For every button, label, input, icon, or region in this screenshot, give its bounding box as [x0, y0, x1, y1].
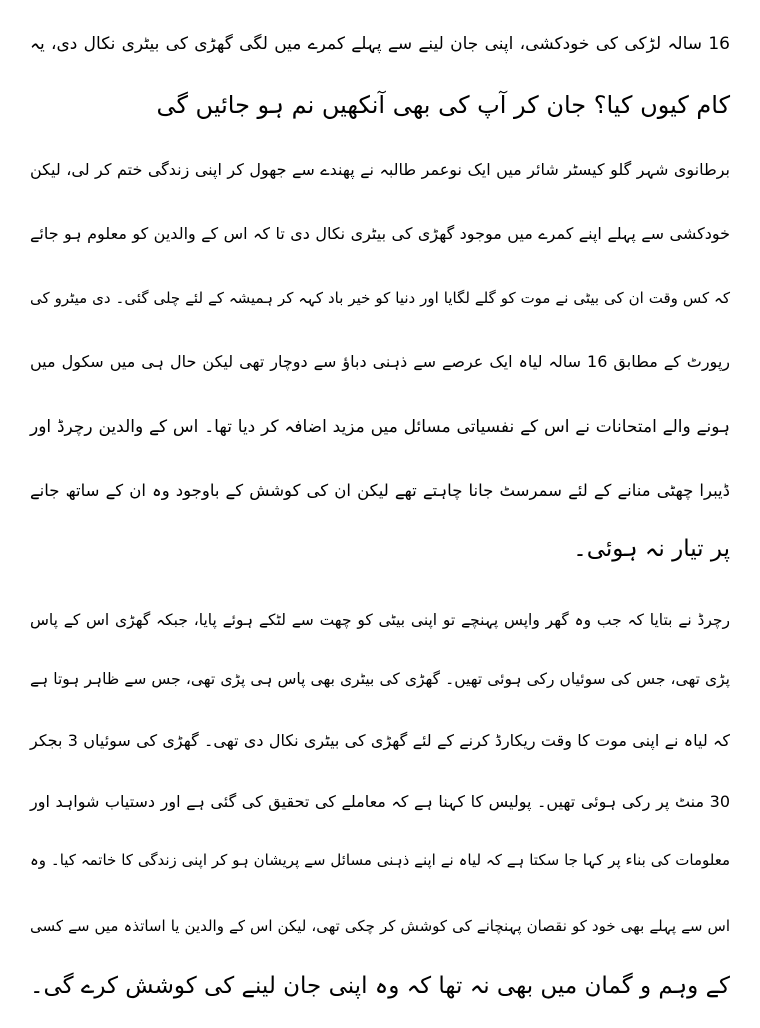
- paragraph-line: 30 منٹ پر رکی ہوئی تھیں۔ پولیس کا کہنا ہے کہ معاملے کی تحقیق کی گئی ہے اور دستیاب شواہد اور: [30, 792, 730, 811]
- paragraph-line: برطانوی شہر گلو کیسٹر شائر میں ایک نوعمر طالبہ نے پھندے سے جھول کر اپنی زندگی ختم کر لی، لیکن: [30, 160, 730, 179]
- paragraph-line: اس سے پہلے بھی خود کو نقصان پہنچانے کی کوشش کر چکی تھی، لیکن اس کے والدین یا اساتذہ میں سے کسی: [30, 917, 730, 935]
- paragraph-line: خودکشی سے پہلے اپنے کمرے میں موجود گھڑی کی بیٹری نکال دی تا کہ اس کے والدین کو معلوم ہو جائے: [30, 224, 730, 243]
- paragraph-line: ڈیبرا چھٹی منانے کے لئے سمرسٹ جانا چاہتے تھے لیکن ان کی کوشش کے باوجود وہ ان کے ساتھ جانے: [30, 481, 730, 500]
- paragraph-line: پر تیار نہ ہوئی۔: [573, 536, 730, 562]
- paragraph-line: کہ کس وقت ان کی بیٹی نے موت کو گلے لگایا اور دنیا کو خیر باد کہہ کر ہمیشہ کے لئے چلی گئی۔ دی میٹرو کی: [30, 289, 730, 307]
- paragraph-line: معلومات کی بناء پر کہا جا سکتا ہے کہ لیاہ نے اپنے ذہنی مسائل سے پریشان ہو کر اپنی زندگی کا خاتمہ کیا۔ وہ: [30, 851, 730, 869]
- paragraph-line: رچرڈ نے بتایا کہ جب وہ گھر واپس پہنچے تو اپنی بیٹی کو چھت سے لٹکے ہوئے پایا، جبکہ گھڑی اس کے پاس: [30, 611, 730, 629]
- paragraph-line: ہونے والے امتحانات نے اس کے نفسیاتی مسائل میں مزید اضافہ کر دیا تھا۔ اس کے والدین رچرڈ اور: [30, 417, 730, 437]
- headline-line: کام کیوں کیا؟ جان کر آپ کی بھی آنکھیں نم ہو جائیں گی: [156, 91, 730, 119]
- paragraph-line: رپورٹ کے مطابق 16 سالہ لیاہ ایک عرصے سے ذہنی دباؤ سے دوچار تھی لیکن حال ہی میں سکول میں: [30, 352, 730, 371]
- paragraph-line: کہ لیاہ نے اپنی موت کا وقت ریکارڈ کرنے کے لئے گھڑی کی بیٹری نکال دی تھی۔ گھڑی کی سوئیاں 3 بجکر: [30, 731, 730, 750]
- paragraph-line: پڑی تھی، جس کی سوئیاں رکی ہوئی تھیں۔ گھڑی کی بیٹری بھی پاس ہی پڑی تھی، جس سے ظاہر ہوتا ہے: [30, 670, 730, 688]
- headline-line: 16 سالہ لڑکی کی خودکشی، اپنی جان لینے سے پہلے کمرے میں لگی گھڑی کی بیٹری نکال دی، یہ: [30, 34, 730, 54]
- paragraph-line: کے وہم و گمان میں بھی نہ تھا کہ وہ اپنی جان لینے کی کوشش کرے گی۔: [29, 973, 730, 999]
